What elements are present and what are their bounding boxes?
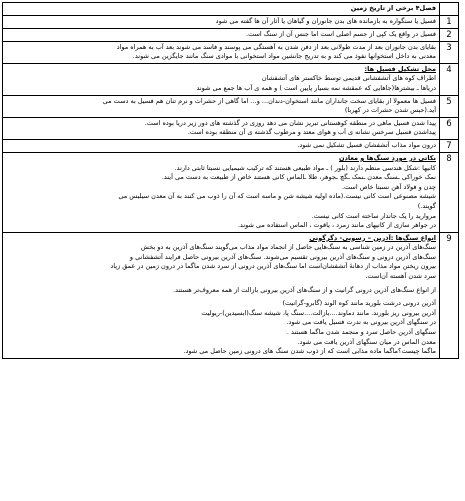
text-line: سنگ‌های آذرین درونی و سنگ‌های آذرین بیرونی تقسیم می‌شوند. سنگ‌های آذرین بیرونی حاصل فرایند آتشفشانی و bbox=[129, 252, 436, 261]
row-number: 3 bbox=[440, 41, 459, 63]
text-line: بقایای بدن جانوران بعد از مدت طولانی بعد از دفن شدن به آهستگی می پوسند و فاسد می شوند بعد آب به همراه مواد bbox=[116, 42, 436, 51]
table-row bbox=[3, 117, 459, 139]
text-line: گویند.) bbox=[417, 201, 436, 210]
text-line: مروارید را یک جاندار ساخته است کانی نیست. bbox=[311, 211, 436, 220]
text-line: ماگما چیست؟ماگما ماده مذابی است که از ذوب شدن سنگ های درونی زمین حاصل می شود. bbox=[183, 347, 436, 356]
text-line: نمک خوراکی ـسنگ معدن ـنمک ـگچ ـجوهر، طلا ـالماس کانی هستند خاص از طبیعت به دست می آیند. bbox=[161, 173, 436, 182]
document-page bbox=[2, 2, 459, 499]
text-line: اطراف کوه های آتشفشانی قدیمی توسط خاکستر های آتشفشان bbox=[261, 74, 436, 83]
text-line: فسیل یا سنگواره به باز‌مانده های بدن جانوران و گیاهان یا آثار آن ها گفته می شود bbox=[215, 16, 436, 25]
text-line: فسیل ها معمولا از بقایای سخت جانداران مانند استخوان-دندان... و... اما گاهی از حشرات و نرم تنان هم فسیل به دست می bbox=[102, 96, 436, 105]
text-line: سرد شدن آهسته آن‌است. bbox=[365, 272, 436, 281]
row-text bbox=[3, 139, 440, 152]
text-line: درون مواد مذاب آتشفشان فسیل تشکیل نمی شود. bbox=[297, 140, 436, 149]
row-number: 2 bbox=[440, 28, 459, 41]
row-number: 9 bbox=[440, 232, 459, 358]
table-row bbox=[3, 139, 459, 152]
row-title: انواع سنگ‌ها :آذرین – رسوبی- دگرگونی bbox=[309, 233, 436, 242]
text-line: پیدا شدن فسیل ماهی در منطقه کوهستانی تبریز نشان می دهد روزی در گذشته های دور زیر دریا بوده است. bbox=[144, 118, 436, 127]
table-row bbox=[3, 41, 459, 63]
table-row bbox=[3, 232, 459, 358]
text-line: آید.(حبس شدن حشرات در کهربا) bbox=[344, 106, 436, 115]
row-number: 5 bbox=[440, 95, 459, 117]
table-row bbox=[3, 63, 459, 95]
row-text bbox=[3, 28, 440, 41]
text-line: آذرین درونی درشت بلورید مانند کوه الوند (گابرو-گرانیت) bbox=[282, 299, 436, 308]
table-row bbox=[3, 152, 459, 232]
text-line: دریاها ـ بیشترها(جاهایی که عمقشه نمه بسیار پایین است ) و همه ی آب ها جمع می شوند bbox=[196, 83, 436, 92]
table-row bbox=[3, 15, 459, 28]
text-line: معدنی به داخل استخوانها نفوذ می کند و به تدریج جانشین مواد استخوانی با موادی سنگ مانند جایگزین می شوند. bbox=[132, 52, 436, 61]
row-number: 6 bbox=[440, 117, 459, 139]
header-number-cell bbox=[440, 3, 459, 16]
row-text bbox=[3, 41, 440, 63]
row-text bbox=[3, 232, 440, 358]
row-text bbox=[3, 117, 440, 139]
row-text bbox=[3, 152, 440, 232]
table-row bbox=[3, 28, 459, 41]
text-line: آذرین بیرونی ریز بلورند. مانند دماوند....بازالت....سنگ پا، شیشه سنگ(ابسیدین)-ریولیت bbox=[201, 308, 436, 317]
row-number: 7 bbox=[440, 139, 459, 152]
row-text bbox=[3, 63, 440, 95]
row-title: نکاتی در مورد سنگ‌ها و معادن bbox=[339, 153, 436, 162]
text-line: چدن و فولاد آهن نسبتا خاص است. bbox=[341, 182, 436, 191]
text-line: در جواهر سازی از کانیهای مانند زمرد ، یاقوت ، الماس استفاده می شوند. bbox=[237, 221, 436, 230]
text-line: در سنگهای آذرین بیرونی به ندرت فسیل یافت می شود. bbox=[286, 318, 436, 327]
table-body bbox=[3, 15, 459, 358]
text-line: بیرون ریختن مواد مذاب از دهانهٔ آتشفشان‌است اما سنگ‌های آذرین درونی از سرد شدن ماگما در درون زمین در عمق زیاد bbox=[110, 262, 436, 271]
text-line: سنگ‌های آذرین در زمین شناسی به سنگ‌هایی حاصل از انجماد مواد مذاب می‌گویند سنگ‌های آذرین به دو بخش bbox=[140, 243, 436, 252]
notes-table bbox=[2, 2, 459, 359]
row-number: 1 bbox=[440, 15, 459, 28]
text-line: پیداشدن فسیل سرخس نشانه ی آب و هوای معتد و مرطوب گذشته ی آن منطقه بوده است. bbox=[187, 128, 436, 137]
table-row bbox=[3, 95, 459, 117]
text-line: کانیها :شکل هندسی منظم دارند (بلور ) ـ مواد طبیعی هستند که ترکیب شیمیایی نسبتا ثابتی دارند. bbox=[174, 163, 436, 172]
row-number: 8 bbox=[440, 152, 459, 232]
header-row bbox=[3, 3, 459, 16]
text-line: شیشه مصنوعی است کانی نیست.(ماده اولیه شیشه شن و ماسه است که آن را ذوب می کنند به آن معدن سیلیس می bbox=[118, 192, 436, 201]
text-line: فسیل در واقع یک کپی از جسم اصلی است اما جنس آن از سنگ است. bbox=[246, 29, 436, 38]
text-line: از انواع سنگ‌های آذرین درونی گرانیت و از سنگ‌های آذرین بیرونی بازالت از همه معروف‌تر هستند. bbox=[173, 285, 436, 294]
row-number: 4 bbox=[440, 63, 459, 95]
row-text bbox=[3, 15, 440, 28]
text-line: معدن الماس در میان سنگهای آذرین یافت می شود. bbox=[297, 337, 436, 346]
row-text bbox=[3, 95, 440, 117]
row-title: محل تشکیل فسیل ها: bbox=[364, 64, 436, 73]
text-line: سنگهای آذرین حاصل سرد و منجمد شدن ماگما هستند . bbox=[286, 328, 436, 337]
chapter-title: فصل۴ برخی از تاریخ زمین bbox=[3, 3, 440, 16]
